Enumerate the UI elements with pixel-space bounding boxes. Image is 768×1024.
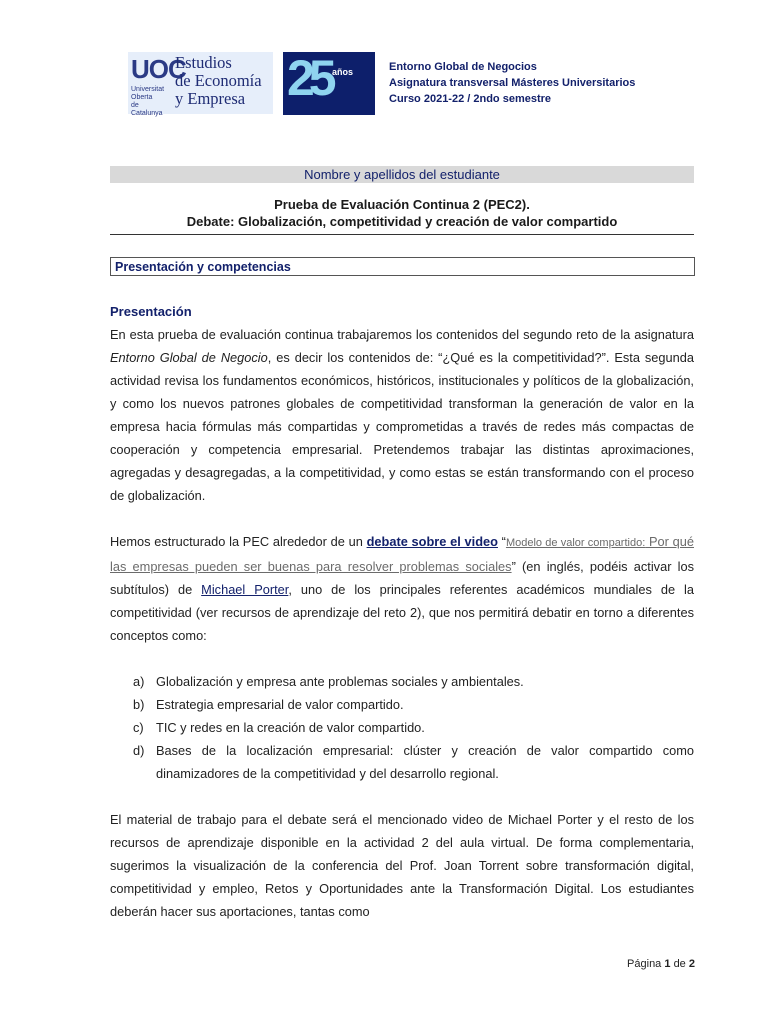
video-title-link[interactable]: Modelo de valor compartido: Por qué las empresas pueden ser buenas para resolver problemas sociales bbox=[110, 534, 694, 574]
document-title bbox=[110, 196, 694, 230]
paragraph-3: El material de trabajo para el debate será el mencionado video de Michael Porter y el resto de los recursos de aprendizaje disponible en la actividad 2 del aula virtual. De forma complementaria, sugerimos la visualización de la conferencia del Prof. Joan Torrent sobre transformación digital, competitividad y empleo, Retos y Oportunidades ante la Transformación Digital. Los estudiantes deberán hacer sus aportaciones, tantas como bbox=[110, 812, 694, 919]
uoc-wordmark: UOC bbox=[131, 54, 186, 84]
current-page: 1 bbox=[664, 958, 671, 970]
course-type: Asignatura transversal Másteres Universitarios bbox=[389, 77, 636, 89]
concept-list bbox=[110, 670, 694, 785]
document-body bbox=[110, 300, 694, 923]
student-name-bar: Nombre y apellidos del estudiante bbox=[110, 166, 694, 183]
michael-porter-link[interactable]: Michael Porter bbox=[201, 582, 289, 597]
course-term: Curso 2021-22 / 2ndo semestre bbox=[389, 93, 552, 105]
debate-video-link[interactable]: debate sobre el video bbox=[366, 534, 498, 549]
title-divider bbox=[110, 234, 694, 235]
anniversary-label: años bbox=[332, 67, 354, 77]
list-item: a) Globalización y empresa ante problemas sociales y ambientales. bbox=[133, 674, 524, 689]
section-heading-box: Presentación y competencias bbox=[110, 257, 695, 276]
anniversary-badge bbox=[283, 52, 375, 115]
course-info bbox=[389, 59, 635, 107]
page-footer: Página 1 de 2 bbox=[627, 958, 695, 970]
presentation-heading: Presentación bbox=[110, 304, 192, 319]
total-pages: 2 bbox=[688, 958, 695, 970]
title-line-1: Prueba de Evaluación Continua 2 (PEC2). bbox=[274, 197, 530, 212]
uoc-logo bbox=[128, 52, 273, 117]
anniversary-number: 25 bbox=[287, 50, 331, 106]
paragraph-2: Hemos estructurado la PEC alrededor de un debate sobre el video “Modelo de valor compartido: Por qué las empresas pueden ser buenas para resolver problemas sociales” (en inglés, podéis activar los subtítulos) de Michael Porter, uno de los principales referentes académicos mundiales de la competitividad (ver recursos de aprendizaje del reto 2), que nos permitirá debatir en torno a diferentes conceptos como: bbox=[110, 534, 694, 643]
list-item: b) Estrategia empresarial de valor compartido. bbox=[133, 697, 404, 712]
estudios-title: Estudios de Economía y Empresa bbox=[175, 53, 262, 108]
course-name: Entorno Global de Negocios bbox=[389, 61, 537, 73]
list-item: c) TIC y redes en la creación de valor compartido. bbox=[133, 720, 425, 735]
paragraph-1: En esta prueba de evaluación continua trabajaremos los contenidos del segundo reto de la asignatura Entorno Global de Negocio, es decir los contenidos de: “¿Qué es la competitividad?”. Esta segunda actividad revisa los fundamentos económicos, históricos, institucionales y políticos de la globalización, y como los nuevos patrones globales de competitividad transforman la generación de valor en la empresa hacia fórmulas más compartidas y comprometidas a través de redes más compactas de cooperación y competencia empresarial. Pretendemos trabajar las distintas aproximaciones, agregadas y desagregadas, a la competitividad, y como estas se están transformando con el proceso de globalización. bbox=[110, 327, 694, 503]
title-line-2: Debate: Globalización, competitividad y creación de valor compartido bbox=[186, 214, 618, 229]
uoc-subtitle: Universitat Oberta de Catalunya bbox=[131, 86, 165, 117]
list-item: d) Bases de la localización empresarial: clúster y creación de valor compartido como dinamizadores de la competitividad y del desarrollo regional. bbox=[133, 743, 694, 781]
